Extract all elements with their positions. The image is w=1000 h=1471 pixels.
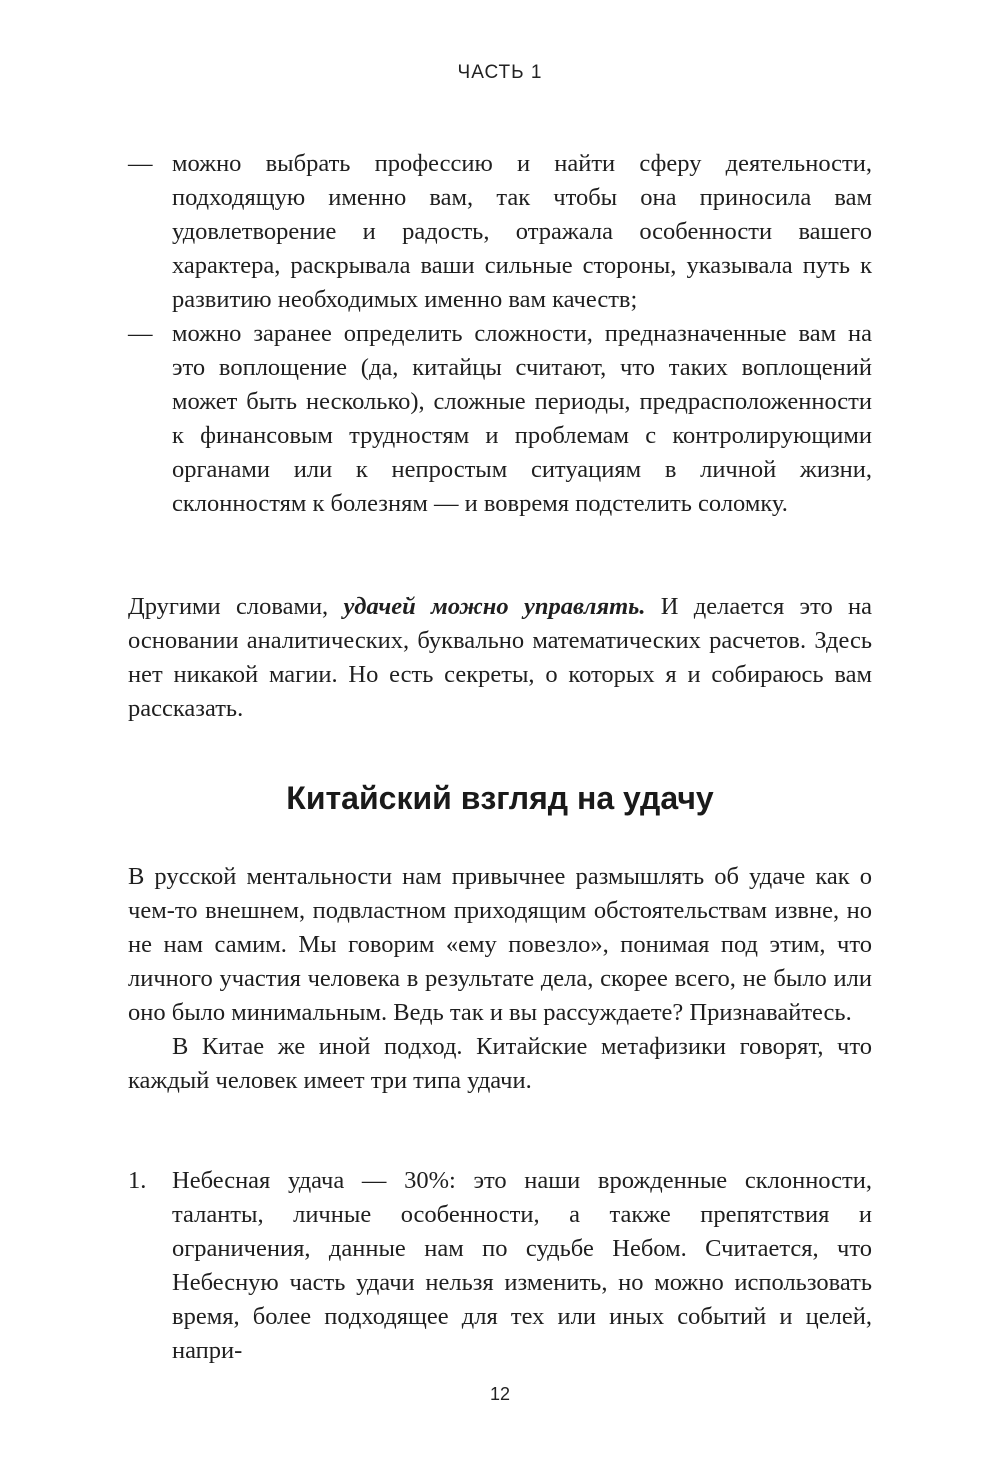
paragraph-text: Другими словами,: [128, 593, 344, 620]
page-number: 12: [489, 1384, 511, 1404]
list-item-text: можно выбрать профессию и найти сферу деятельности, подходящую именно вам, так чтобы она приносила вам удовлетворение и радость, отражала особенности вашего характера, раскрывала ваши сильные стороны, указывала путь к развитию необходимых именно вам качеств;: [172, 150, 872, 313]
emphasis-text: удачей можно управлять.: [343, 593, 646, 620]
dash-list: [128, 147, 872, 521]
paragraph-block: [128, 590, 872, 726]
section-heading: Китайский взгляд на удачу: [286, 780, 714, 816]
body-paragraph: В Китае же иной подход. Китайские метафизики говорят, что каждый человек имеет три типа удачи.: [128, 1033, 872, 1094]
running-head: ЧАСТЬ 1: [457, 62, 543, 83]
list-marker: 1.: [128, 1167, 147, 1194]
list-item: [128, 1164, 872, 1368]
body-paragraph: [128, 590, 872, 726]
list-item-text: можно заранее определить сложности, предназначенные вам на это воплощение (да, китайцы считают, что таких воплощений может быть несколько), сложные периоды, предрасположенности к финансовым трудностям и проблемам с контролирующими органами или к непростым ситуациям в личной жизни, склонностям к болезням — и вовремя подстелить соломку.: [172, 320, 872, 517]
list-item: [128, 147, 872, 317]
numbered-list: [128, 1164, 872, 1368]
body-paragraph: В русской ментальности нам привычнее размышлять об удаче как о чем-то внешнем, подвластном приходящим обстоятельствам извне, но не нам самим. Мы говорим «ему повезло», понимая под этим, что личного участия человека в результате дела, скорее всего, не было или оно было минимальным. Ведь так и вы рассуждаете? Признавайтесь.: [128, 863, 872, 1026]
paragraph-block: [128, 860, 872, 1098]
list-marker: —: [128, 150, 153, 177]
list-marker: —: [128, 320, 153, 347]
list-item-text: Небесная удача — 30%: это наши врожденные склонности, таланты, личные особенности, а также препятствия и ограничения, данные нам по судьбе Небом. Считается, что Небесную часть удачи нельзя изменить, но можно использовать время, более подходящее для тех или иных событий и целей, напри-: [172, 1167, 872, 1364]
list-item: [128, 317, 872, 521]
paragraph-text: И делается это на основании аналитических, буквально математических расчетов. Здесь нет никакой магии. Но есть секреты, о которых я и собираюсь вам рассказать.: [128, 593, 873, 722]
